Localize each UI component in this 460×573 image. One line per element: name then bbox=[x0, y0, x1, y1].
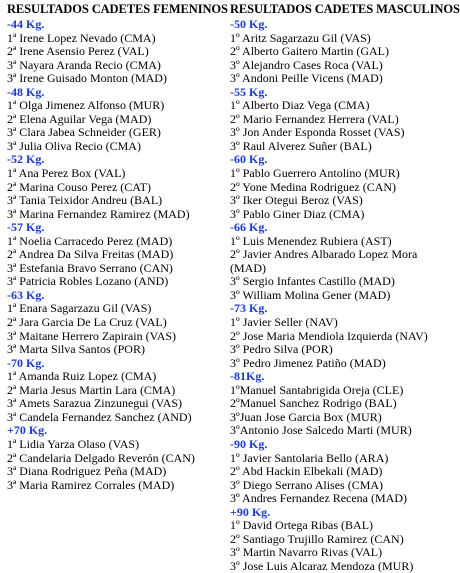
result-entry: 1º Alberto Diaz Vega (CMA) bbox=[230, 98, 370, 113]
result-entry: 3º Diego Serrano Alises (CMA) bbox=[230, 477, 384, 492]
result-entry: 1º Luis Menendez Rubiera (AST) bbox=[230, 233, 392, 248]
result-entry: 3º Alejandro Cases Roca (VAL) bbox=[230, 57, 383, 72]
result-entry: 2ª Irene Asensio Perez (VAL) bbox=[7, 44, 149, 59]
result-entry: 2º Abd Hackin Elbekali (MAD) bbox=[230, 464, 383, 479]
result-entry: 2ª Candelaria Delgado Reverón (CAN) bbox=[7, 450, 195, 465]
weight-category-heading: -44 Kg. bbox=[7, 17, 45, 31]
result-entry: 3º Pedro Jimenez Patiño (MAD) bbox=[230, 355, 386, 370]
weight-category-heading: -63 Kg. bbox=[7, 287, 45, 302]
result-entry: 3ª Maria Ramirez Corrales (MAD) bbox=[7, 477, 175, 492]
result-entry: 3º Martin Navarro Rivas (VAL) bbox=[230, 545, 383, 560]
result-entry: 2º Alberto Gaitero Martin (GAL) bbox=[230, 44, 390, 59]
result-entry: 3ª Tania Teixidor Andreu (BAL) bbox=[7, 193, 163, 208]
result-entry: 3º Sergio Infantes Castillo (MAD) bbox=[230, 274, 395, 289]
result-entry: 3ª Maitane Herrero Zapirain (VAS) bbox=[7, 328, 177, 343]
result-entry: 3ºAntonio Jose Salcedo Marti (MUR) bbox=[230, 423, 412, 438]
result-entry: 3º Pablo Giner Diaz (CMA) bbox=[230, 206, 365, 221]
result-entry: 3ª Patricia Robles Lozano (AND) bbox=[7, 274, 169, 289]
result-entry: 3º William Molina Gener (MAD) bbox=[230, 287, 391, 302]
result-entry: 1º Javier Seller (NAV) bbox=[230, 315, 338, 330]
weight-category-heading: -73 Kg. bbox=[230, 301, 268, 316]
result-entry: 1ª Olga Jimenez Alfonso (MUR) bbox=[7, 98, 165, 113]
male-results-list bbox=[230, 18, 430, 573]
result-entry: 3º Andoni Peille Vicens (MAD) bbox=[230, 71, 383, 86]
female-results-column bbox=[7, 1, 228, 492]
result-entry: 3ª Julia Oliva Recio (CMA) bbox=[7, 138, 141, 153]
result-entry: 3º Jon Ander Esponda Rosset (VAS) bbox=[230, 125, 405, 140]
weight-category-heading: -66 Kg. bbox=[230, 220, 268, 235]
result-entry: 2º Javier Andres Albarado Lopez Mora (MAD) bbox=[230, 247, 418, 275]
result-entry: 1ª Ana Perez Box (VAL) bbox=[7, 166, 126, 181]
result-entry: 3º Jose Luis Alcaraz Mendoza (MUR) bbox=[230, 558, 414, 573]
result-entry: 3º Iker Otegui Beroz (VAS) bbox=[230, 193, 363, 208]
result-entry: 1º Javier Santolaria Bello (ARA) bbox=[230, 450, 389, 465]
weight-category-heading: +90 Kg. bbox=[230, 504, 271, 519]
weight-category-heading: -57 Kg. bbox=[7, 220, 45, 235]
weight-category-heading: -81Kg. bbox=[230, 369, 265, 384]
weight-category-heading: -90 Kg. bbox=[230, 436, 268, 451]
result-entry: 2º Yone Medina Rodriguez (CAN) bbox=[230, 179, 397, 194]
weight-category-heading: -60 Kg. bbox=[230, 152, 268, 167]
result-entry: 1ª Irene Lopez Nevado (CMA) bbox=[7, 30, 156, 45]
result-entry: 3º Andres Fernandez Recena (MAD) bbox=[230, 491, 407, 506]
result-entry: 2º Mario Fernandez Herrera (VAL) bbox=[230, 111, 399, 126]
weight-category-heading: -50 Kg. bbox=[230, 17, 268, 31]
result-entry: 1ºManuel Santabrigida Oreja (CLE) bbox=[230, 382, 404, 397]
result-entry: 1ª Amanda Ruiz Lopez (CMA) bbox=[7, 369, 157, 384]
result-entry: 3ª Marta Silva Santos (POR) bbox=[7, 342, 145, 357]
result-entry: 1º David Ortega Ribas (BAL) bbox=[230, 518, 374, 533]
weight-category-heading: -55 Kg. bbox=[230, 84, 268, 99]
result-entry: 1ª Noelia Carracedo Perez (MAD) bbox=[7, 233, 173, 248]
weight-category-heading: -48 Kg. bbox=[7, 84, 45, 99]
result-entry: 1º Aritz Sagarzazu Gil (VAS) bbox=[230, 30, 371, 45]
result-entry: 2ºManuel Sanchez Rodrigo (BAL) bbox=[230, 396, 397, 411]
result-entry: 3ª Diana Rodriguez Peña (MAD) bbox=[7, 464, 167, 479]
weight-category-heading: +70 Kg. bbox=[7, 423, 48, 438]
result-entry: 2ª Maria Jesus Martin Lara (CMA) bbox=[7, 382, 176, 397]
female-results-list bbox=[7, 18, 219, 492]
result-entry: 2ª Marina Couso Perez (CAT) bbox=[7, 179, 151, 194]
result-entry: 2ª Elena Aguilar Vega (MAD) bbox=[7, 111, 152, 126]
result-entry: 3º Raul Alverez Suñer (BAL) bbox=[230, 138, 372, 153]
result-entry: 3ª Estefania Bravo Serrano (CAN) bbox=[7, 260, 173, 275]
weight-category-heading: -70 Kg. bbox=[7, 355, 45, 370]
result-entry: 1ª Enara Sagarzazu Gil (VAS) bbox=[7, 301, 152, 316]
result-entry: 3ª Candela Fernandez Sanchez (AND) bbox=[7, 409, 192, 424]
result-entry: 1º Pablo Guerrero Antolino (MUR) bbox=[230, 166, 400, 181]
result-entry: 3ª Clara Jabea Schneider (GER) bbox=[7, 125, 161, 140]
weight-category-heading: -52 Kg. bbox=[7, 152, 45, 167]
female-results-title: RESULTADOS CADETES FEMENINOS bbox=[7, 2, 228, 16]
result-entry: 3ºJuan Jose Garcia Box (MUR) bbox=[230, 409, 382, 424]
result-entry: 2ª Jara Garcia De La Cruz (VAL) bbox=[7, 315, 167, 330]
result-entry: 3ª Marina Fernandez Ramirez (MAD) bbox=[7, 206, 190, 221]
male-results-column bbox=[230, 1, 460, 573]
result-entry: 2º Jose Maria Mendiola Izquierda (NAV) bbox=[230, 328, 428, 343]
result-entry: 2º Santiago Trujillo Ramirez (CAN) bbox=[230, 531, 404, 546]
result-entry: 3º Pedro Silva (POR) bbox=[230, 342, 333, 357]
result-entry: 3ª Nayara Aranda Recio (CMA) bbox=[7, 57, 161, 72]
result-entry: 1ª Lidia Yarza Olaso (VAS) bbox=[7, 436, 140, 451]
result-entry: 3ª Irene Guisado Monton (MAD) bbox=[7, 71, 167, 86]
result-entry: 3ª Amets Sarazua Zinzunegui (VAS) bbox=[7, 396, 183, 411]
result-entry: 2ª Andrea Da Silva Freitas (MAD) bbox=[7, 247, 174, 262]
male-results-title: RESULTADOS CADETES MASCULINOS bbox=[230, 2, 460, 16]
